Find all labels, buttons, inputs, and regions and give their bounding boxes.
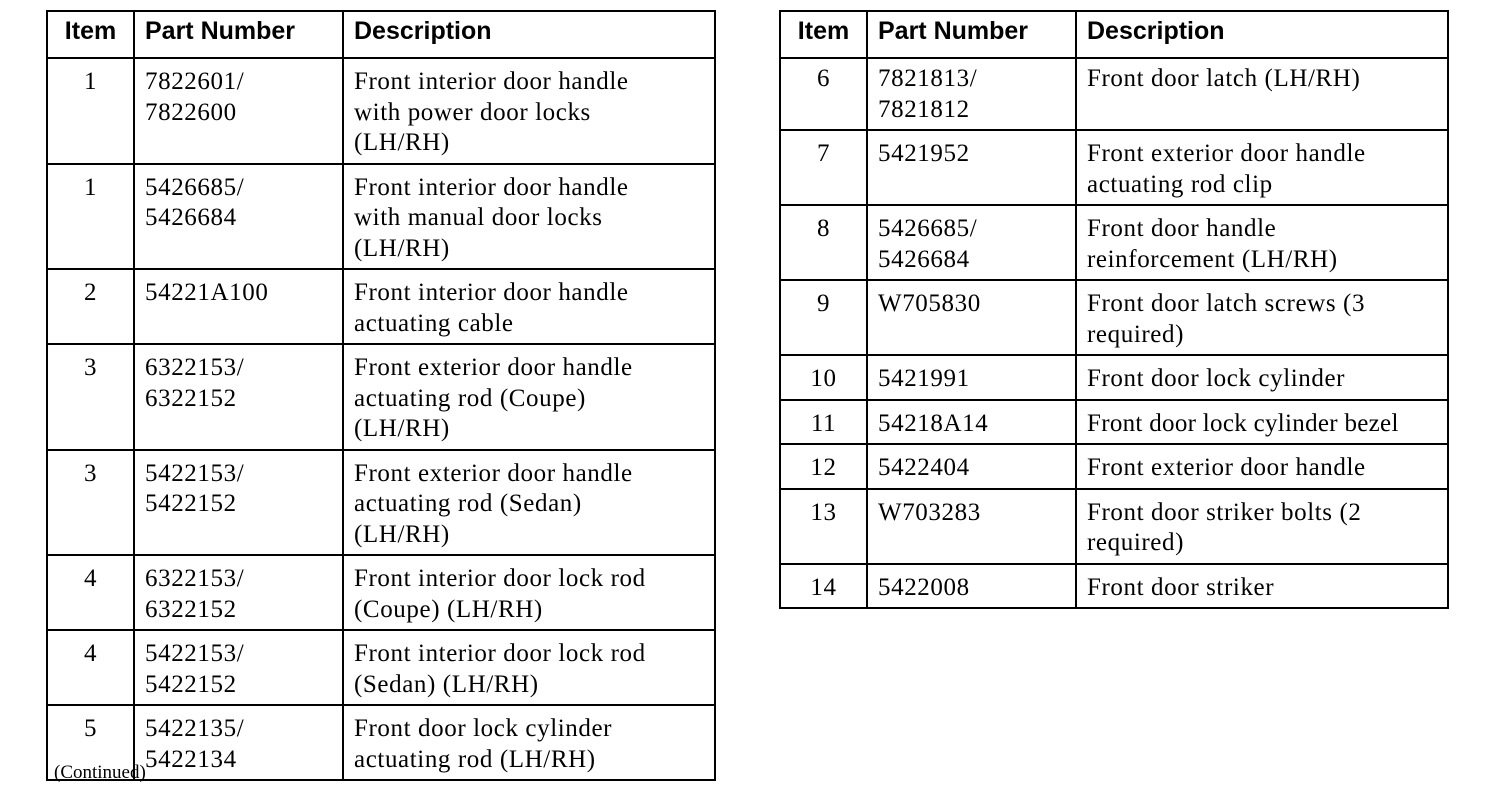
cell-item: 3 bbox=[47, 450, 134, 556]
table-row bbox=[780, 58, 1448, 130]
cell-description: Front door striker bolts (2 required) bbox=[1076, 489, 1448, 564]
cell-item: 4 bbox=[47, 630, 134, 705]
cell-part-number: 5421991 bbox=[867, 355, 1076, 400]
cell-part-number: 5422008 bbox=[867, 564, 1076, 609]
header-description: Description bbox=[343, 11, 715, 58]
table-row bbox=[780, 355, 1448, 400]
cell-item: 10 bbox=[780, 355, 867, 400]
table-row bbox=[780, 444, 1448, 489]
table-row bbox=[47, 450, 715, 556]
cell-description: Front interior door lock rod (Coupe) (LH/RH) bbox=[343, 555, 715, 630]
cell-description: Front door handle reinforcement (LH/RH) bbox=[1076, 205, 1448, 280]
cell-item: 9 bbox=[780, 280, 867, 355]
cell-description: Front interior door handle actuating cable bbox=[343, 269, 715, 344]
table-header-row bbox=[780, 11, 1448, 58]
table-row bbox=[47, 630, 715, 705]
parts-table-left bbox=[46, 10, 716, 781]
cell-part-number: 5422153/ 5422152 bbox=[134, 450, 343, 556]
cell-part-number: 5422153/ 5422152 bbox=[134, 630, 343, 705]
cell-item: 3 bbox=[47, 344, 134, 450]
cell-part-number: 5422135/ 5422134 bbox=[134, 705, 343, 780]
cell-description: Front exterior door handle actuating rod (Coupe) (LH/RH) bbox=[343, 344, 715, 450]
cell-description: Front interior door handle with manual door locks (LH/RH) bbox=[343, 164, 715, 270]
cell-description: Front interior door handle with power door locks (LH/RH) bbox=[343, 58, 715, 164]
cell-item: 13 bbox=[780, 489, 867, 564]
table-row bbox=[47, 705, 715, 780]
cell-part-number: 7822601/ 7822600 bbox=[134, 58, 343, 164]
table-header-row bbox=[47, 11, 715, 58]
table-row bbox=[47, 555, 715, 630]
table-row bbox=[47, 58, 715, 164]
cell-description: Front door lock cylinder bbox=[1076, 355, 1448, 400]
cell-part-number: 7821813/ 7821812 bbox=[867, 58, 1076, 130]
cell-description: Front exterior door handle bbox=[1076, 444, 1448, 489]
header-description: Description bbox=[1076, 11, 1448, 58]
cell-description: Front door striker bbox=[1076, 564, 1448, 609]
table-row bbox=[780, 280, 1448, 355]
cell-description: Front door latch screws (3 required) bbox=[1076, 280, 1448, 355]
cell-item: 6 bbox=[780, 58, 867, 130]
cell-part-number: W705830 bbox=[867, 280, 1076, 355]
parts-table-right bbox=[779, 10, 1449, 609]
table-row bbox=[47, 344, 715, 450]
cell-part-number: 5421952 bbox=[867, 130, 1076, 205]
header-part-number: Part Number bbox=[867, 11, 1076, 58]
cell-part-number: 6322153/ 6322152 bbox=[134, 344, 343, 450]
cell-item: 2 bbox=[47, 269, 134, 344]
table-row bbox=[780, 130, 1448, 205]
cell-item: 4 bbox=[47, 555, 134, 630]
header-item: Item bbox=[780, 11, 867, 58]
cell-part-number: 54218A14 bbox=[867, 400, 1076, 445]
cell-item: 14 bbox=[780, 564, 867, 609]
cell-part-number: 5422404 bbox=[867, 444, 1076, 489]
cell-part-number: 5426685/ 5426684 bbox=[134, 164, 343, 270]
table-row bbox=[780, 205, 1448, 280]
cell-description: Front exterior door handle actuating rod (Sedan) (LH/RH) bbox=[343, 450, 715, 556]
table-row bbox=[47, 164, 715, 270]
header-item: Item bbox=[47, 11, 134, 58]
table-row bbox=[780, 489, 1448, 564]
cell-description: Front door lock cylinder actuating rod (LH/RH) bbox=[343, 705, 715, 780]
cell-part-number: W703283 bbox=[867, 489, 1076, 564]
table-row bbox=[780, 564, 1448, 609]
cell-item: 1 bbox=[47, 164, 134, 270]
cell-part-number: 54221A100 bbox=[134, 269, 343, 344]
cell-item: 11 bbox=[780, 400, 867, 445]
cell-item: 8 bbox=[780, 205, 867, 280]
cell-description: Front exterior door handle actuating rod clip bbox=[1076, 130, 1448, 205]
cell-part-number: 6322153/ 6322152 bbox=[134, 555, 343, 630]
cell-item: 12 bbox=[780, 444, 867, 489]
cell-item: 5 bbox=[47, 705, 134, 780]
cell-description: Front door latch (LH/RH) bbox=[1076, 58, 1448, 130]
cell-description: Front interior door lock rod (Sedan) (LH/RH) bbox=[343, 630, 715, 705]
table-row bbox=[47, 269, 715, 344]
cell-item: 1 bbox=[47, 58, 134, 164]
cell-item: 7 bbox=[780, 130, 867, 205]
table-row bbox=[780, 400, 1448, 445]
continued-note: (Continued) bbox=[54, 762, 146, 783]
cell-part-number: 5426685/ 5426684 bbox=[867, 205, 1076, 280]
cell-description: Front door lock cylinder bezel bbox=[1076, 400, 1448, 445]
header-part-number: Part Number bbox=[134, 11, 343, 58]
